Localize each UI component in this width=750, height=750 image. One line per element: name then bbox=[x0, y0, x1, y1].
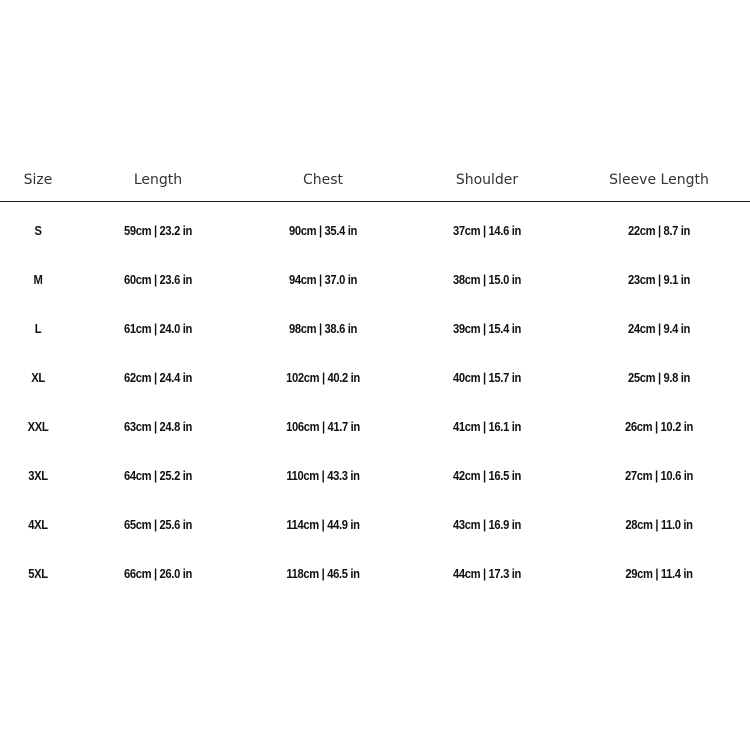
table-row bbox=[0, 500, 750, 549]
size-cell: XL bbox=[31, 370, 45, 385]
length-cell: 66cm | 26.0 in bbox=[124, 566, 192, 581]
chest-cell: 98cm | 38.6 in bbox=[289, 321, 357, 336]
header-size: Size bbox=[23, 171, 53, 188]
chest-cell: 102cm | 40.2 in bbox=[286, 370, 360, 385]
shoulder-cell: 39cm | 15.4 in bbox=[453, 321, 521, 336]
table-row bbox=[0, 255, 750, 304]
header-shoulder: Shoulder bbox=[455, 171, 519, 188]
length-cell: 65cm | 25.6 in bbox=[124, 517, 192, 532]
shoulder-cell: 43cm | 16.9 in bbox=[453, 517, 521, 532]
chest-cell: 110cm | 43.3 in bbox=[286, 468, 360, 483]
size-cell: XXL bbox=[27, 419, 49, 434]
table-row bbox=[0, 206, 750, 255]
size-cell: S bbox=[34, 223, 42, 238]
table-header-row bbox=[0, 158, 750, 202]
size-cell: M bbox=[33, 272, 43, 287]
chest-cell: 90cm | 35.4 in bbox=[289, 223, 357, 238]
sleeve-length-cell: 22cm | 8.7 in bbox=[627, 223, 691, 238]
table-body bbox=[0, 202, 750, 598]
sleeve-length-cell: 25cm | 9.8 in bbox=[627, 370, 691, 385]
shoulder-cell: 41cm | 16.1 in bbox=[453, 419, 521, 434]
sleeve-length-cell: 23cm | 9.1 in bbox=[627, 272, 691, 287]
table-row bbox=[0, 304, 750, 353]
header-length: Length bbox=[133, 171, 183, 188]
shoulder-cell: 44cm | 17.3 in bbox=[453, 566, 521, 581]
header-chest: Chest bbox=[302, 171, 344, 188]
table-row bbox=[0, 402, 750, 451]
length-cell: 61cm | 24.0 in bbox=[124, 321, 192, 336]
size-cell: L bbox=[34, 321, 42, 336]
size-cell: 5XL bbox=[28, 566, 48, 581]
chest-cell: 118cm | 46.5 in bbox=[286, 566, 360, 581]
sleeve-length-cell: 26cm | 10.2 in bbox=[625, 419, 693, 434]
length-cell: 64cm | 25.2 in bbox=[124, 468, 192, 483]
table-row bbox=[0, 353, 750, 402]
shoulder-cell: 42cm | 16.5 in bbox=[453, 468, 521, 483]
size-cell: 3XL bbox=[28, 468, 48, 483]
length-cell: 59cm | 23.2 in bbox=[124, 223, 192, 238]
size-cell: 4XL bbox=[28, 517, 48, 532]
chest-cell: 114cm | 44.9 in bbox=[286, 517, 360, 532]
header-sleeve-length: Sleeve Length bbox=[609, 171, 709, 188]
shoulder-cell: 38cm | 15.0 in bbox=[453, 272, 521, 287]
shoulder-cell: 37cm | 14.6 in bbox=[453, 223, 521, 238]
length-cell: 60cm | 23.6 in bbox=[124, 272, 192, 287]
sleeve-length-cell: 29cm | 11.4 in bbox=[625, 566, 693, 581]
length-cell: 63cm | 24.8 in bbox=[124, 419, 192, 434]
shoulder-cell: 40cm | 15.7 in bbox=[453, 370, 521, 385]
chest-cell: 106cm | 41.7 in bbox=[286, 419, 360, 434]
table-row bbox=[0, 549, 750, 598]
sleeve-length-cell: 24cm | 9.4 in bbox=[627, 321, 691, 336]
size-chart-table bbox=[0, 158, 750, 598]
chest-cell: 94cm | 37.0 in bbox=[289, 272, 357, 287]
length-cell: 62cm | 24.4 in bbox=[124, 370, 192, 385]
sleeve-length-cell: 28cm | 11.0 in bbox=[625, 517, 693, 532]
table-row bbox=[0, 451, 750, 500]
sleeve-length-cell: 27cm | 10.6 in bbox=[625, 468, 693, 483]
